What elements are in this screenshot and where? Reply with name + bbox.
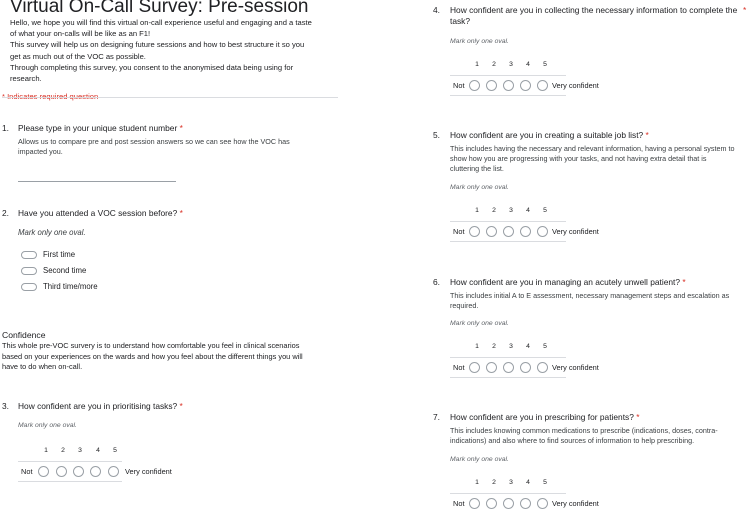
scale-radio-1[interactable]: [469, 80, 480, 91]
section-desc-line: based on your experiences on the wards and how you feel about the different things you will: [2, 351, 303, 361]
required-star: *: [636, 412, 640, 422]
scale-number: 4: [526, 479, 530, 486]
question-3-title: [18, 401, 183, 412]
option-label: Second time: [43, 266, 87, 275]
radio-oval[interactable]: [21, 283, 37, 291]
scale-number: 1: [475, 479, 479, 486]
required-star: *: [179, 208, 183, 218]
scale-divider: [450, 377, 566, 378]
desc-line: impacted you.: [18, 147, 63, 157]
scale-number: 3: [509, 479, 513, 486]
scale-radio-3[interactable]: [503, 362, 514, 373]
question-7-title: [450, 412, 639, 423]
question-number: 3.: [2, 401, 9, 411]
question-text-line: task?: [450, 16, 471, 26]
scale-radio-1[interactable]: [469, 226, 480, 237]
scale-radio-5[interactable]: [108, 466, 119, 477]
intro-line: research.: [10, 74, 42, 84]
scale-radio-2[interactable]: [56, 466, 67, 477]
scale-numbers: [0, 447, 140, 457]
scale-number: 4: [526, 61, 530, 68]
scale-divider: [450, 75, 566, 76]
option-label: Third time/more: [43, 282, 98, 291]
scale-number: 5: [543, 61, 547, 68]
question-6-title: [450, 277, 686, 288]
mark-one-note: Mark only one oval.: [450, 38, 509, 45]
required-star: *: [179, 123, 183, 133]
option-second-time[interactable]: [21, 266, 86, 275]
scale-radio-5[interactable]: [537, 80, 548, 91]
form-title: Virtual On-Call Survey: Pre-session: [10, 0, 309, 17]
question-text: How confident are you in prescribing for patients?: [450, 412, 634, 422]
scale-number: 2: [492, 207, 496, 214]
scale-low-label: Not: [453, 81, 465, 90]
scale-number: 5: [113, 447, 117, 454]
radio-oval[interactable]: [21, 267, 37, 275]
scale-divider: [18, 481, 122, 482]
form-intro: [10, 17, 340, 84]
question-5-desc: [450, 144, 734, 175]
scale-radio-4[interactable]: [90, 466, 101, 477]
student-number-input[interactable]: [18, 181, 176, 182]
desc-line: show how you are progressing with your tasks, and not having extra detail that is: [450, 154, 707, 164]
scale-number: 4: [96, 447, 100, 454]
scale-divider: [450, 357, 566, 358]
question-number: 4.: [433, 5, 440, 15]
scale-number: 1: [475, 343, 479, 350]
scale-radio-4[interactable]: [520, 362, 531, 373]
scale-divider: [18, 461, 122, 462]
radio-oval[interactable]: [21, 251, 37, 259]
scale-radio-3[interactable]: [73, 466, 84, 477]
scale-radio-5[interactable]: [537, 498, 548, 509]
scale-number: 2: [492, 61, 496, 68]
scale-number: 2: [492, 343, 496, 350]
scale-number: 5: [543, 479, 547, 486]
intro-line: get as much out of the VOC as possible.: [10, 51, 146, 61]
scale-radio-2[interactable]: [486, 80, 497, 91]
intro-line: Hello, we hope you will find this virtual on-call experience useful and engaging and a taste: [10, 18, 312, 27]
intro-line: This survey will help us on designing future sessions and how to best structure it so you: [10, 40, 305, 50]
scale-number: 3: [509, 61, 513, 68]
question-6-desc: [450, 291, 729, 311]
mark-one-note: Mark only one oval.: [18, 422, 77, 429]
scale-divider: [450, 221, 566, 222]
question-2-title: [18, 208, 183, 219]
scale-number: 5: [543, 207, 547, 214]
desc-line: required.: [450, 301, 479, 311]
question-number: 6.: [433, 277, 440, 287]
question-text-line: How confident are you in collecting the necessary information to complete the: [450, 5, 738, 15]
scale-radio-4[interactable]: [520, 498, 531, 509]
scale-high-label: Very confident: [552, 81, 599, 90]
scale-number: 4: [526, 207, 530, 214]
scale-radio-5[interactable]: [537, 362, 548, 373]
scale-radio-1[interactable]: [469, 362, 480, 373]
option-first-time[interactable]: [21, 250, 75, 259]
question-number: 2.: [2, 208, 9, 218]
question-number: 1.: [2, 123, 9, 133]
scale-numbers: [430, 61, 570, 71]
question-1-desc: [18, 137, 290, 157]
scale-radio-5[interactable]: [537, 226, 548, 237]
scale-number: 3: [78, 447, 82, 454]
question-number: 5.: [433, 130, 440, 140]
scale-radio-4[interactable]: [520, 80, 531, 91]
scale-number: 3: [509, 343, 513, 350]
question-7-desc: [450, 426, 718, 446]
scale-number: 2: [61, 447, 65, 454]
scale-number: 1: [475, 61, 479, 68]
scale-high-label: Very confident: [552, 499, 599, 508]
mark-one-note: Mark only one oval.: [450, 456, 509, 463]
scale-number: 4: [526, 343, 530, 350]
desc-line: This includes having the necessary and relevant information, having a personal system to: [450, 144, 735, 153]
scale-radio-2[interactable]: [486, 362, 497, 373]
scale-number: 3: [509, 207, 513, 214]
section-desc-line: have to do when on-call.: [2, 362, 83, 372]
scale-high-label: Very confident: [552, 227, 599, 236]
desc-line: This includes initial A to E assessment, necessary management steps and escalation as: [450, 291, 730, 300]
scale-number: 1: [44, 447, 48, 454]
scale-radio-2[interactable]: [486, 226, 497, 237]
question-4-title: [450, 5, 737, 27]
desc-line: cluttering the list.: [450, 164, 504, 174]
question-1-title: [18, 123, 183, 134]
mark-one-note: Mark only one oval.: [450, 320, 509, 327]
intro-line: of what your on-calls will be like as an F1!: [10, 29, 151, 39]
scale-radio-3[interactable]: [503, 226, 514, 237]
scale-low-label: Not: [21, 467, 33, 476]
option-third-time[interactable]: [21, 282, 98, 291]
scale-radio-1[interactable]: [469, 498, 480, 509]
scale-low-label: Not: [453, 499, 465, 508]
question-text: How confident are you in creating a suitable job list?: [450, 130, 644, 140]
scale-numbers: [430, 343, 570, 353]
intro-line: Through completing this survey, you consent to the anonymised data being using for: [10, 62, 294, 72]
mark-one-note: Mark only one oval.: [450, 184, 509, 191]
scale-low-label: Not: [453, 363, 465, 372]
scale-divider: [450, 493, 566, 494]
scale-radio-3[interactable]: [503, 498, 514, 509]
required-star: *: [179, 401, 183, 411]
mark-one-note: Mark only one oval.: [18, 228, 86, 237]
divider: [2, 97, 338, 98]
scale-number: 5: [543, 343, 547, 350]
question-number: 7.: [433, 412, 440, 422]
scale-radio-3[interactable]: [503, 80, 514, 91]
scale-numbers: [430, 207, 570, 217]
scale-radio-4[interactable]: [520, 226, 531, 237]
section-desc-line: This whole pre-VOC survery is to understand how comfortable you feel in clinical scenarios: [2, 341, 300, 350]
scale-radio-2[interactable]: [486, 498, 497, 509]
scale-divider: [450, 241, 566, 242]
question-text: Have you attended a VOC session before?: [18, 208, 178, 218]
question-text: Please type in your unique student number: [18, 123, 178, 133]
scale-radio-1[interactable]: [38, 466, 49, 477]
question-text: How confident are you in managing an acutely unwell patient?: [450, 277, 680, 287]
scale-high-label: Very confident: [552, 363, 599, 372]
option-label: First time: [43, 250, 76, 259]
section-title: Confidence: [2, 330, 46, 340]
scale-high-label: Very confident: [125, 467, 172, 476]
scale-numbers: [430, 479, 570, 489]
required-star: *: [645, 130, 649, 140]
question-text: How confident are you in prioritising tasks?: [18, 401, 178, 411]
question-5-title: [450, 130, 649, 141]
scale-divider: [450, 95, 566, 96]
desc-line: Allows us to compare pre and post session answers so we can see how the VOC has: [18, 137, 290, 146]
scale-number: 2: [492, 479, 496, 486]
required-star: *: [743, 5, 747, 15]
desc-line: This includes knowing common medications to prescribe (indications, doses, contra-: [450, 426, 718, 435]
scale-low-label: Not: [453, 227, 465, 236]
scale-number: 1: [475, 207, 479, 214]
desc-line: indications) and also where to find sources of information to help prescribing.: [450, 436, 695, 446]
required-star: *: [682, 277, 686, 287]
section-desc: [2, 341, 342, 373]
